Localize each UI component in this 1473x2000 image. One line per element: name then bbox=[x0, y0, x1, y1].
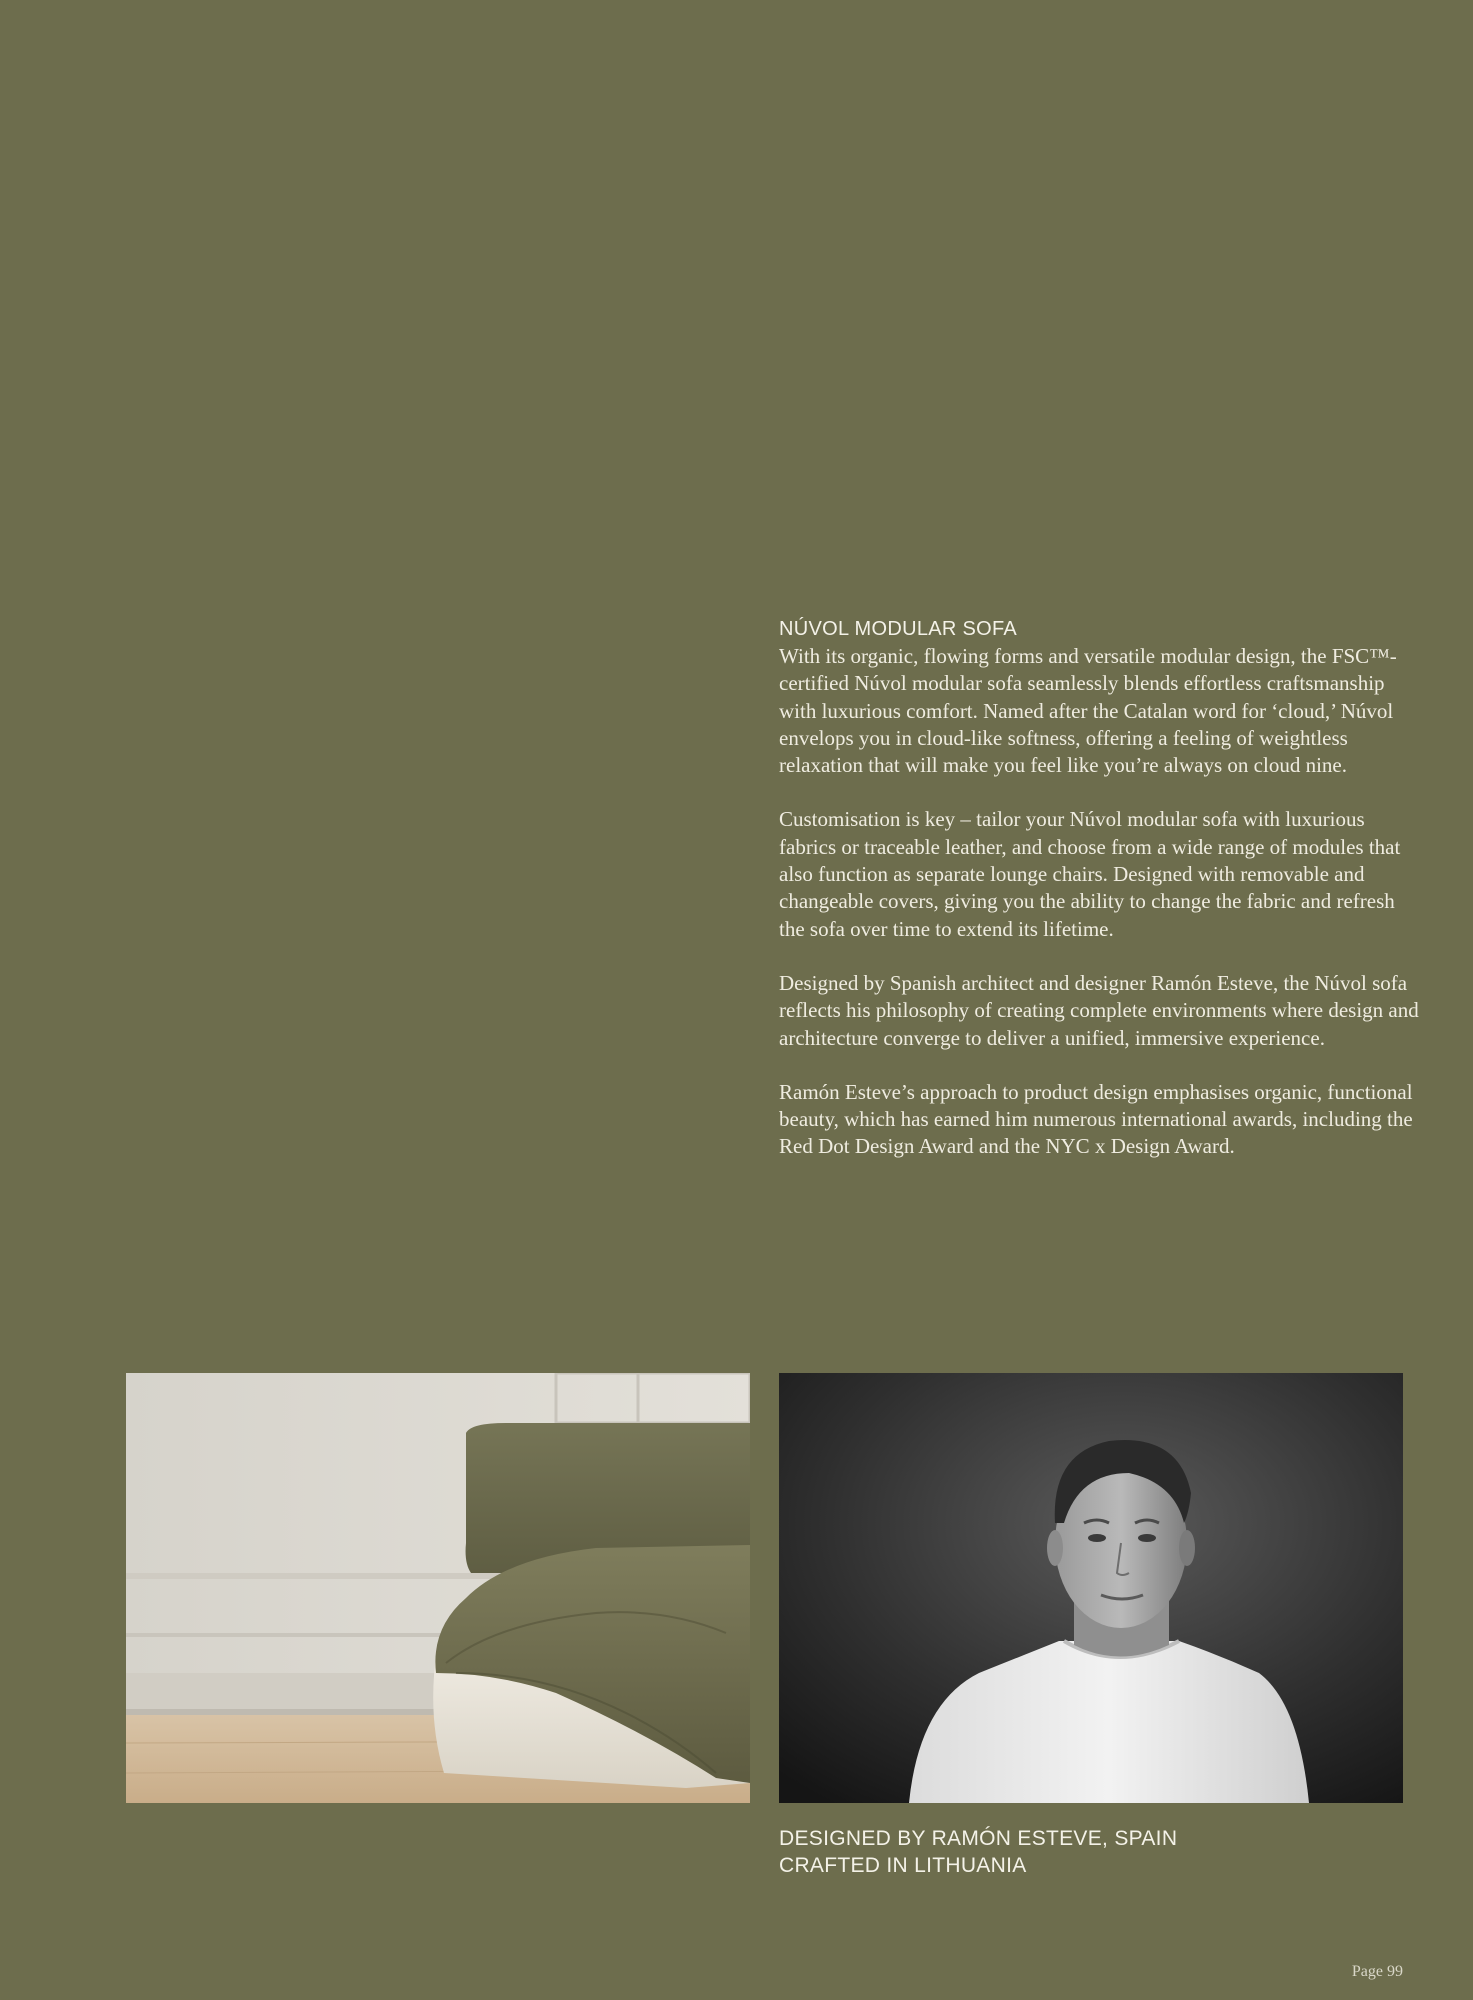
article-paragraph-2: Customisation is key – tailor your Núvol modular sofa with luxurious fabrics or traceable leather, and choose from a wide range of modules that also function as separate lounge chairs. Designed with removable and changeable covers, giving you the ability to change the fabric and refresh the sofa over time to extend its lifetime. bbox=[779, 807, 1401, 941]
article-paragraph-1: With its organic, flowing forms and versatile modular design, the FSC™-certified Núvol modular sofa seamlessly blends effortless craftsmanship with luxurious comfort. Named after the Catalan word for ‘cloud,’ Núvol envelops you in cloud-like softness, offering a feeling of weightless relaxation that will make you feel like you’re always on cloud nine. bbox=[779, 644, 1397, 778]
article-text bbox=[779, 616, 1419, 1188]
caption-origin-line: CRAFTED IN LITHUANIA bbox=[779, 1854, 1027, 1877]
caption-designer-line: DESIGNED BY RAMÓN ESTEVE, SPAIN bbox=[779, 1827, 1178, 1850]
sofa-photo bbox=[126, 1373, 750, 1803]
article-heading: NÚVOL MODULAR SOFA bbox=[779, 618, 1018, 640]
photo-caption bbox=[779, 1825, 1177, 1879]
page-number: Page 99 bbox=[1351, 1963, 1403, 1980]
article-paragraph-3: Designed by Spanish architect and designer Ramón Esteve, the Núvol sofa reflects his philosophy of creating complete environments where design and architecture converge to deliver a unified, immersive experience. bbox=[779, 970, 1419, 1050]
article-paragraph-4: Ramón Esteve’s approach to product design emphasises organic, functional beauty, which has earned him numerous international awards, including the Red Dot Design Award and the NYC x Design Award. bbox=[779, 1079, 1413, 1159]
designer-portrait-photo bbox=[779, 1373, 1403, 1803]
